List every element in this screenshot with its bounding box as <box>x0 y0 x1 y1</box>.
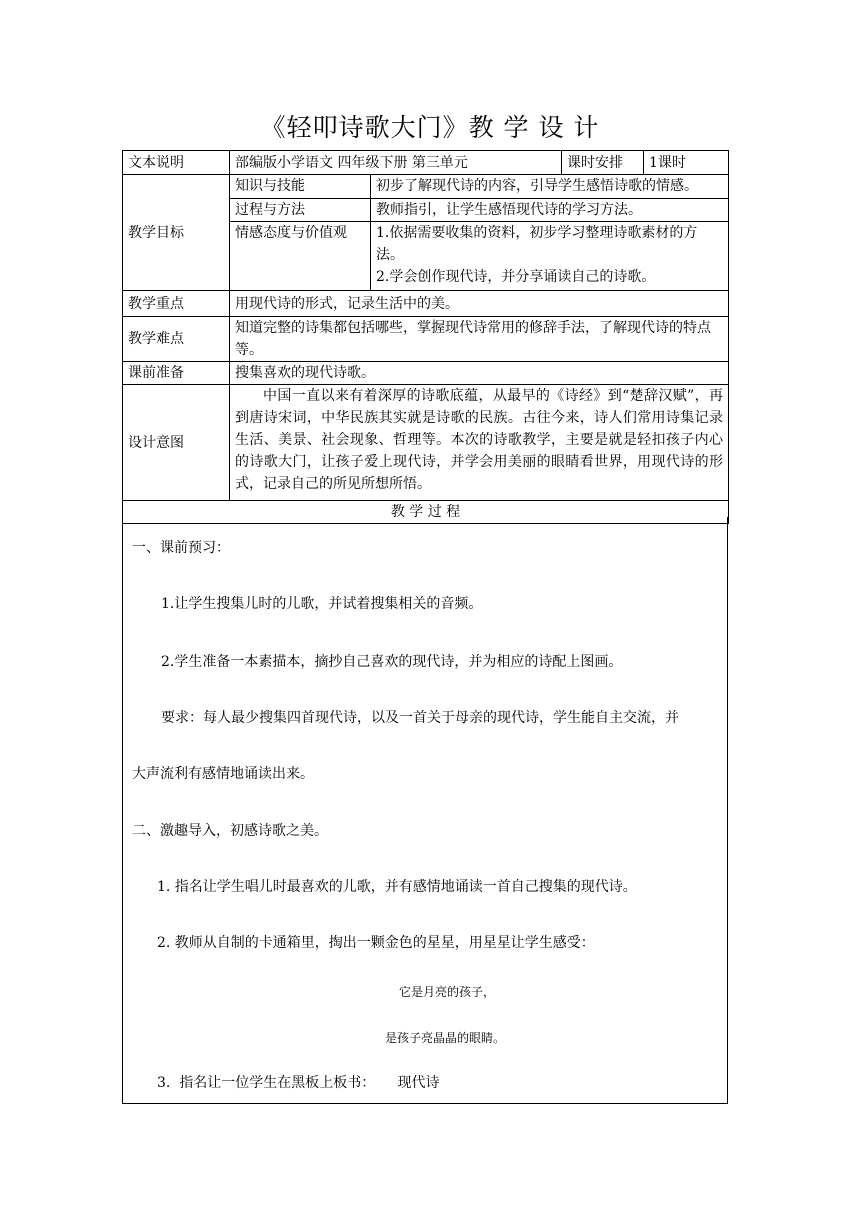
preparation-value: 搜集喜欢的现代诗歌。 <box>230 362 729 385</box>
teaching-goals-label: 教学目标 <box>123 175 230 291</box>
goal-content-process: 教师指引，让学生感悟现代诗的学习方法。 <box>371 199 729 222</box>
goal-content-attitude <box>371 222 729 291</box>
poem-line-1: 它是月亮的孩子， <box>399 985 496 999</box>
document-title: 《轻叩诗歌大门》教 学 设 计 <box>260 113 600 142</box>
lesson-hours-value: 1课时 <box>644 151 729 175</box>
teaching-process-body <box>122 517 728 1104</box>
requirement-line-1: 要求：每人最少搜集四首现代诗，以及一首关于母亲的现代诗，学生能自主交流，并 <box>161 710 679 726</box>
goal-attitude-line-2: 2.学会创作现代诗，并分享诵读自己的诗歌。 <box>376 269 656 285</box>
key-point-value: 用现代诗的形式，记录生活中的美。 <box>230 291 729 317</box>
row-key-point <box>123 291 729 317</box>
difficulty-value: 知道完整的诗集都包括哪些，掌握现代诗常用的修辞手法，了解现代诗的特点等。 <box>230 317 729 362</box>
preparation-label: 课前准备 <box>123 362 230 385</box>
intro-item-1: 1. 指名让学生唱儿时最喜欢的儿歌，并有感情地诵读一首自己搜集的现代诗。 <box>157 879 637 895</box>
goal-attitude-line-1: 1.依据需要收集的资料，初步学习整理诗歌素材的方法。 <box>376 225 698 263</box>
poem-line-2: 是孩子亮晶晶的眼睛。 <box>385 1031 506 1045</box>
text-description-value: 部编版小学语文 四年级下册 第三单元 <box>230 151 562 175</box>
intro-item-2: 2. 教师从自制的卡通箱里，掏出一颗金色的星星，用星星让学生感受： <box>157 935 595 951</box>
row-text-description <box>123 151 729 175</box>
requirement-line-2: 大声流利有感情地诵读出来。 <box>132 766 314 782</box>
design-intent-label: 设计意图 <box>123 385 230 501</box>
lesson-hours-label: 课时安排 <box>562 151 644 175</box>
goal-category-knowledge: 知识与技能 <box>230 175 371 199</box>
preview-item-2: 2.学生准备一本素描本，摘抄自己喜欢的现代诗，并为相应的诗配上图画。 <box>161 654 623 670</box>
teaching-process-header: 教 学 过 程 <box>123 501 729 524</box>
goal-content-knowledge: 初步了解现代诗的内容，引导学生感悟诗歌的情感。 <box>371 175 729 199</box>
row-difficulty <box>123 317 729 362</box>
section-intro-heading: 二、激趣导入，初感诗歌之美。 <box>132 823 328 839</box>
text-description-label: 文本说明 <box>123 151 230 175</box>
design-intent-value: 中国一直以来有着深厚的诗歌底蕴，从最早的《诗经》到“楚辞汉赋”，再到唐诗宋词，中华民族其实就是诗歌的民族。古往今来，诗人们常用诗集记录生活、美景、社会现象、哲理等。本次的诗歌教学，主要是就是轻扣孩子内心的诗歌大门，让孩子爱上现代诗，并学会用美丽的眼睛看世界，用现代诗的形式，记录自己的所见所想所悟。 <box>230 385 729 501</box>
intro-item-3: 3. 指名让一位学生在黑板上板书： 现代诗 <box>157 1075 440 1091</box>
key-point-label: 教学重点 <box>123 291 230 317</box>
goal-category-process: 过程与方法 <box>230 199 371 222</box>
section-preview-heading: 一、课前预习： <box>132 540 230 556</box>
difficulty-label: 教学难点 <box>123 317 230 362</box>
preview-item-1: 1.让学生搜集儿时的儿歌，并试着搜集相关的音频。 <box>161 596 483 612</box>
row-preparation <box>123 362 729 385</box>
goal-category-attitude: 情感态度与价值观 <box>230 222 371 291</box>
row-design-intent <box>123 385 729 501</box>
lesson-info-table <box>122 150 729 524</box>
row-goal-knowledge <box>123 175 729 199</box>
